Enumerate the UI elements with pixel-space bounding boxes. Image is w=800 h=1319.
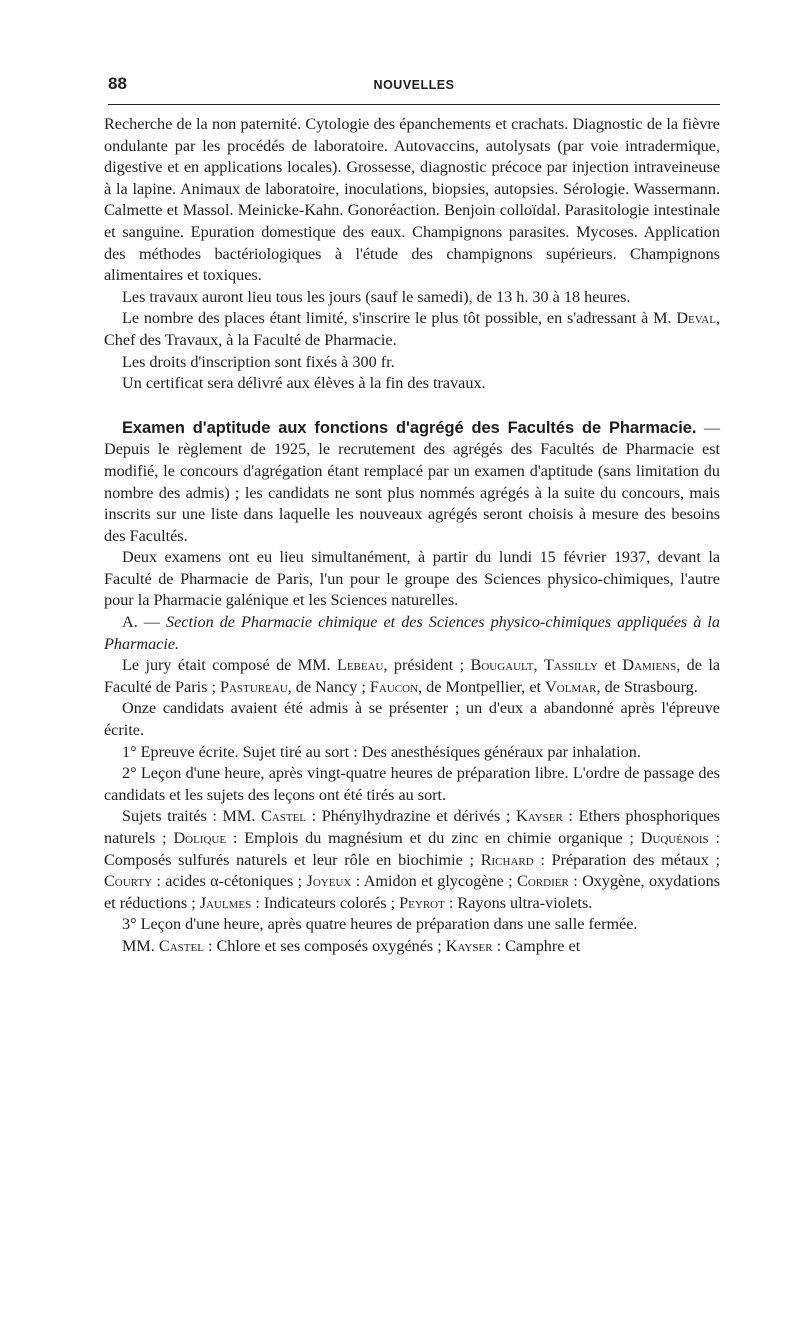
subjects-paragraph: Sujets traités : MM. Castel : Phénylhydrazine et dérivés ; Kayser : Ethers phosphoriques naturels ; Dolique : Emplois du magnésium et du zinc en chimie organique ; Duquénois : Composés sulfurés naturels et leur rôle en biochimie ; Richard : Préparation des métaux ; Courty : acides α-cétoniques ; Joyeux : Amidon et glycogène ; Cordier : Oxygène, oxydations et réductions ; Jaulmes : Indicateurs colorés ; Peyrot : Rayons ultra-violets. — [104, 807, 720, 912]
person-name: Volmar — [545, 677, 597, 696]
subsection-a-title: Section de Pharmacie chimique et des Sciences physico-chimiques appliquées à la Pharmacie. — [104, 613, 720, 653]
epreuve-3-paragraph: 3° Leçon d'une heure, après quatre heures de préparation dans une salle fermée. — [122, 915, 638, 934]
places-paragraph: Le nombre des places étant limité, s'inscrire le plus tôt possible, en s'adressant à M. Deval, Chef des Travaux, à la Faculté de Pharmacie. — [104, 309, 721, 349]
running-title: NOUVELLES — [373, 78, 455, 92]
article-body — [104, 114, 720, 958]
person-name: Kayser — [445, 936, 493, 955]
subsection-a-heading: A. — Section de Pharmacie chimique et des Sciences physico-chimiques appliquées à la Pharmacie. — [104, 613, 720, 653]
person-name: Castel — [261, 807, 307, 826]
section-spacer — [104, 395, 720, 418]
person-name: Pastureau — [219, 677, 288, 696]
person-name: Peyrot — [399, 893, 445, 912]
certificate-paragraph: Un certificat sera délivré aux élèves à la fin des travaux. — [122, 374, 486, 393]
epreuve-2-paragraph: 2° Leçon d'une heure, après vingt-quatre heures de préparation libre. L'ordre de passage des candidats et les sujets des leçons ont été tirés au sort. — [104, 764, 720, 804]
two-exams-paragraph: Deux examens ont eu lieu simultanément, à partir du lundi 15 février 1937, devant la Faculté de Pharmacie de Paris, l'un pour le groupe des Sciences physico-chimiques, l'autre pour la Pharmacie galénique et les Sciences naturelles. — [104, 548, 720, 610]
person-name: Dolique — [173, 829, 227, 847]
candidates-paragraph: Onze candidats avaient été admis à se présenter ; un d'eux a abandonné après l'épreuve écrite. — [104, 699, 720, 740]
page-header — [108, 70, 720, 98]
epreuve-1-paragraph: 1° Epreuve écrite. Sujet tiré au sort : Des anesthésiques généraux par inhalation. — [122, 742, 641, 761]
person-name: Joyeux — [306, 872, 352, 891]
program-paragraph: Recherche de la non paternité. Cytologie des épanchements et crachats. Diagnostic de la fièvre ondulante par les procédés de laboratoire. Autovaccins, autolysats (par voie intradermique, digestive et en applications locales). Grossesse, diagnostic précoce par injection intraveineuse à la lapine. Animaux de laboratoire, inoculations, biopsies, autopsies. Sérologie. Wassermann. Calmette et Massol. Meinicke-Kahn. Gonoréaction. Benjoin colloïdal. Parasitologie intestinale et sanguine. Epuration domestique des eaux. Champignons parasites. Mycoses. Application des méthodes bactériologiques à l'étude des champignons supérieurs. Champignons alimentaires et toxiques. — [104, 115, 720, 285]
person-name: Courty — [104, 872, 153, 891]
person-name: Richard — [480, 850, 534, 869]
fees-paragraph: Les droits d'inscription sont fixés à 300 fr. — [122, 352, 395, 371]
person-name: Tassilly — [543, 656, 598, 675]
section-intro-paragraph: Examen d'aptitude aux fonctions d'agrégé des Facultés de Pharmacie. — Depuis le règlement de 1925, le recrutement des agrégés des Facultés de Pharmacie est modifié, le concours d'agrégation étant remplacé par un examen d'aptitude (sans limitation du nombre des admis) ; les candidats ne sont plus nommés agrégés à la suite du concours, mais inscrits sur une liste dans laquelle les nouveaux agrégés seront choisis à mesure des besoins des Facultés. — [104, 418, 721, 545]
header-rule — [108, 104, 720, 105]
final-subjects-paragraph: MM. Castel : Chlore et ses composés oxygénés ; Kayser : Camphre et — [122, 936, 581, 955]
person-name: Deval — [676, 309, 716, 328]
person-name: Lebeau — [336, 656, 384, 675]
schedule-paragraph: Les travaux auront lieu tous les jours (sauf le samedi), de 13 h. 30 à 18 heures. — [122, 287, 631, 306]
section-heading: Examen d'aptitude aux fonctions d'agrégé des Facultés de Pharmacie. — [122, 418, 697, 437]
person-name: Bougault — [470, 656, 534, 675]
person-name: Castel — [158, 936, 204, 955]
person-name: Faucon — [369, 677, 419, 696]
person-name: Kayser — [516, 807, 563, 826]
page-number: 88 — [108, 74, 127, 93]
jury-paragraph: Le jury était composé de MM. Lebeau, président ; Bougault, Tassilly et Damiens, de la Faculté de Paris ; Pastureau, de Nancy ; Faucon, de Montpellier, et Volmar, de Strasbourg. — [104, 656, 720, 696]
person-name: Duquénois — [640, 829, 709, 847]
person-name: Jaulmes — [199, 893, 252, 912]
person-name: Cordier — [517, 872, 569, 891]
person-name: Damiens — [622, 656, 677, 675]
